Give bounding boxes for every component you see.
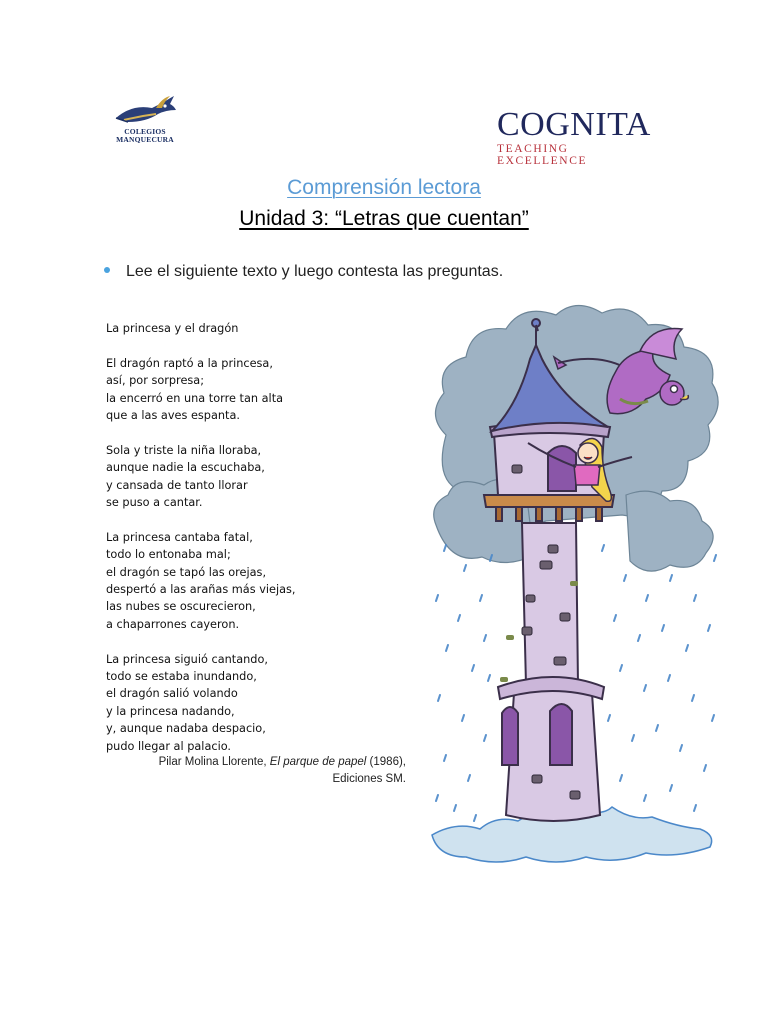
poem-stanza xyxy=(106,651,426,755)
page-title: Comprensión lectora xyxy=(287,176,481,199)
tower-illustration xyxy=(426,295,726,875)
poem-line: y la princesa nadando, xyxy=(106,704,235,718)
cognita-logo xyxy=(497,108,662,167)
poem-line: las nubes se oscurecieron, xyxy=(106,600,256,614)
poem-line: se puso a cantar. xyxy=(106,496,203,510)
poem-line: y, aunque nadaba despacio, xyxy=(106,722,266,736)
unit-subtitle: Unidad 3: “Letras que cuentan” xyxy=(239,207,529,230)
citation-line1 xyxy=(104,754,406,771)
poem-line: La princesa cantaba fatal, xyxy=(106,530,253,544)
poem-line: Sola y triste la niña lloraba, xyxy=(106,443,262,457)
poem-line: La princesa siguió cantando, xyxy=(106,652,268,666)
poem-line: el dragón salió volando xyxy=(106,687,238,701)
citation xyxy=(104,754,406,788)
poem-title: La princesa y el dragón xyxy=(106,322,239,335)
poem-line: y cansada de tanto llorar xyxy=(106,478,248,492)
poem xyxy=(106,320,426,755)
colegios-manquecura-logo xyxy=(108,94,182,156)
poem-line: el dragón se tapó las orejas, xyxy=(106,565,267,579)
citation-book: El parque de papel xyxy=(269,756,367,768)
citation-publisher: Ediciones SM. xyxy=(332,773,406,785)
bullet-icon xyxy=(104,267,110,273)
citation-author: Pilar Molina Llorente, xyxy=(158,756,270,768)
citation-year: (1986), xyxy=(366,756,406,768)
poem-stanza xyxy=(106,442,426,512)
instruction-item xyxy=(104,263,503,281)
poem-line: despertó a las arañas más viejas, xyxy=(106,583,296,597)
poem-line: El dragón raptó a la princesa, xyxy=(106,356,273,370)
cognita-wordmark: COGNITA xyxy=(497,106,651,143)
poem-line: aunque nadie la escuchaba, xyxy=(106,461,265,475)
poem-stanza xyxy=(106,355,426,425)
poem-line: a chaparrones cayeron. xyxy=(106,617,240,631)
poem-line: la encerró en una torre tan alta xyxy=(106,391,284,405)
school-logo-line2: MANQUECURA xyxy=(116,135,174,144)
cognita-tagline: TEACHING EXCELLENCE xyxy=(497,143,588,167)
poem-line: pudo llegar al palacio. xyxy=(106,739,232,753)
poem-stanza xyxy=(106,529,426,633)
school-logo-line1: COLEGIOS xyxy=(124,127,166,136)
poem-line: todo se estaba inundando, xyxy=(106,670,257,684)
poem-line: que a las aves espanta. xyxy=(106,409,240,423)
bird-emblem-icon xyxy=(112,94,178,128)
poem-line: así, por sorpresa; xyxy=(106,374,205,388)
instruction-text: Lee el siguiente texto y luego contesta las preguntas. xyxy=(126,263,504,280)
poem-line: todo lo entonaba mal; xyxy=(106,548,231,562)
